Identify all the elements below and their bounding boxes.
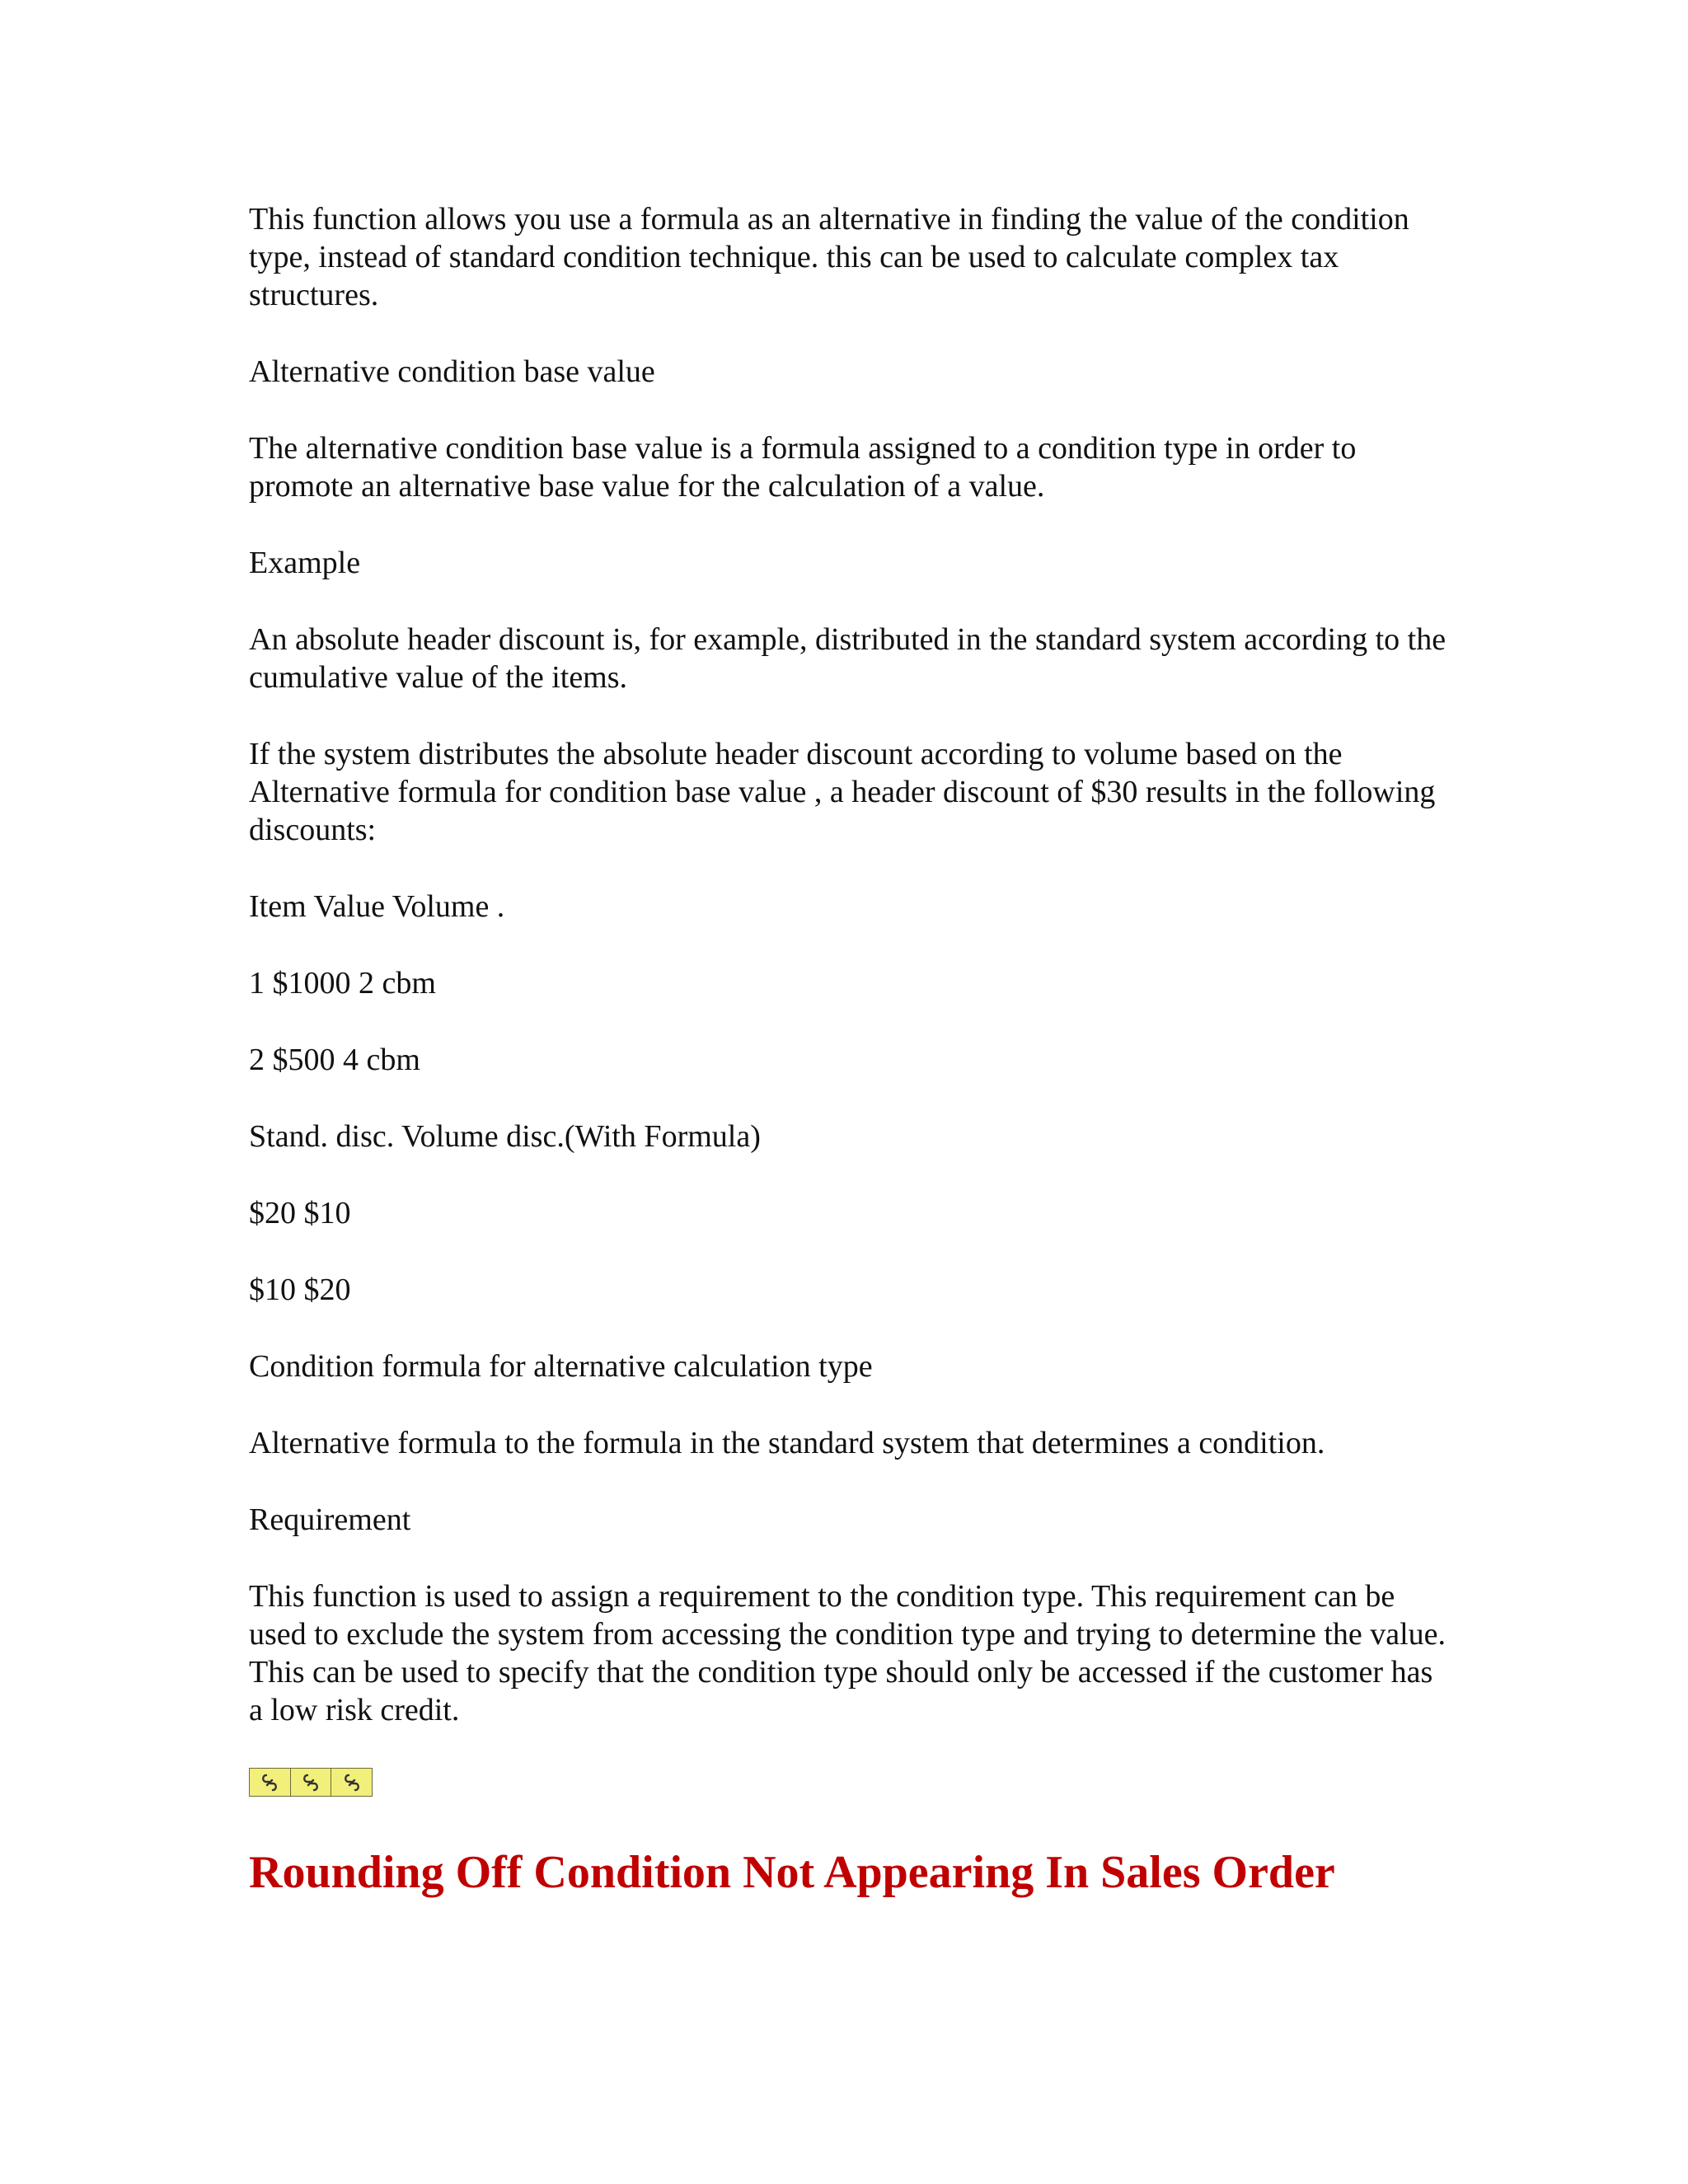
- paragraph-requirement-desc: This function is used to assign a requirement to the condition type. This requirement can be used to exclude the system from accessing the condition type and trying to determine the value. This can be used to specify that the condition type should only be accessed if the customer has a low risk credit.: [249, 1579, 1447, 1727]
- paragraph-disc-row-2: $10 $20: [249, 1272, 351, 1307]
- paragraph-disc-header: Stand. disc. Volume disc.(With Formula): [249, 1119, 761, 1154]
- link-icon[interactable]: [291, 1769, 332, 1796]
- paragraph-alt-calc-heading: Condition formula for alternative calculation type: [249, 1349, 873, 1384]
- paragraph-table-row-2: 2 $500 4 cbm: [249, 1043, 420, 1077]
- link-icon[interactable]: [331, 1769, 372, 1796]
- paragraph-alt-base-value-desc: The alternative condition base value is a formula assigned to a condition type in order to promote an alternative base value for the calculation of a value.: [249, 431, 1357, 504]
- paragraph-intro: This function allows you use a formula as an alternative in finding the value of the condition type, instead of standard condition technique. this can be used to calculate complex tax structures.: [249, 202, 1409, 312]
- paragraph-example-desc: An absolute header discount is, for example, distributed in the standard system according to the cumulative value of the items.: [249, 622, 1447, 695]
- link-icon[interactable]: [250, 1769, 291, 1796]
- paragraph-example-heading: Example: [249, 546, 361, 580]
- paragraph-alt-base-value-heading: Alternative condition base value: [249, 354, 655, 389]
- paragraph-alt-calc-desc: Alternative formula to the formula in the standard system that determines a condition.: [249, 1426, 1325, 1460]
- section-heading: Rounding Off Condition Not Appearing In Sales Order: [249, 1847, 1335, 1898]
- paragraph-example-detail: If the system distributes the absolute header discount according to volume based on the Alternative formula for condition base value , a header discount of $30 results in the following discounts:: [249, 737, 1436, 847]
- paragraph-table-header: Item Value Volume .: [249, 889, 505, 924]
- link-icon-strip: [249, 1768, 373, 1797]
- document-body: [249, 200, 1452, 1900]
- paragraph-requirement-heading: Requirement: [249, 1502, 411, 1537]
- paragraph-table-row-1: 1 $1000 2 cbm: [249, 966, 436, 1001]
- paragraph-disc-row-1: $20 $10: [249, 1196, 351, 1230]
